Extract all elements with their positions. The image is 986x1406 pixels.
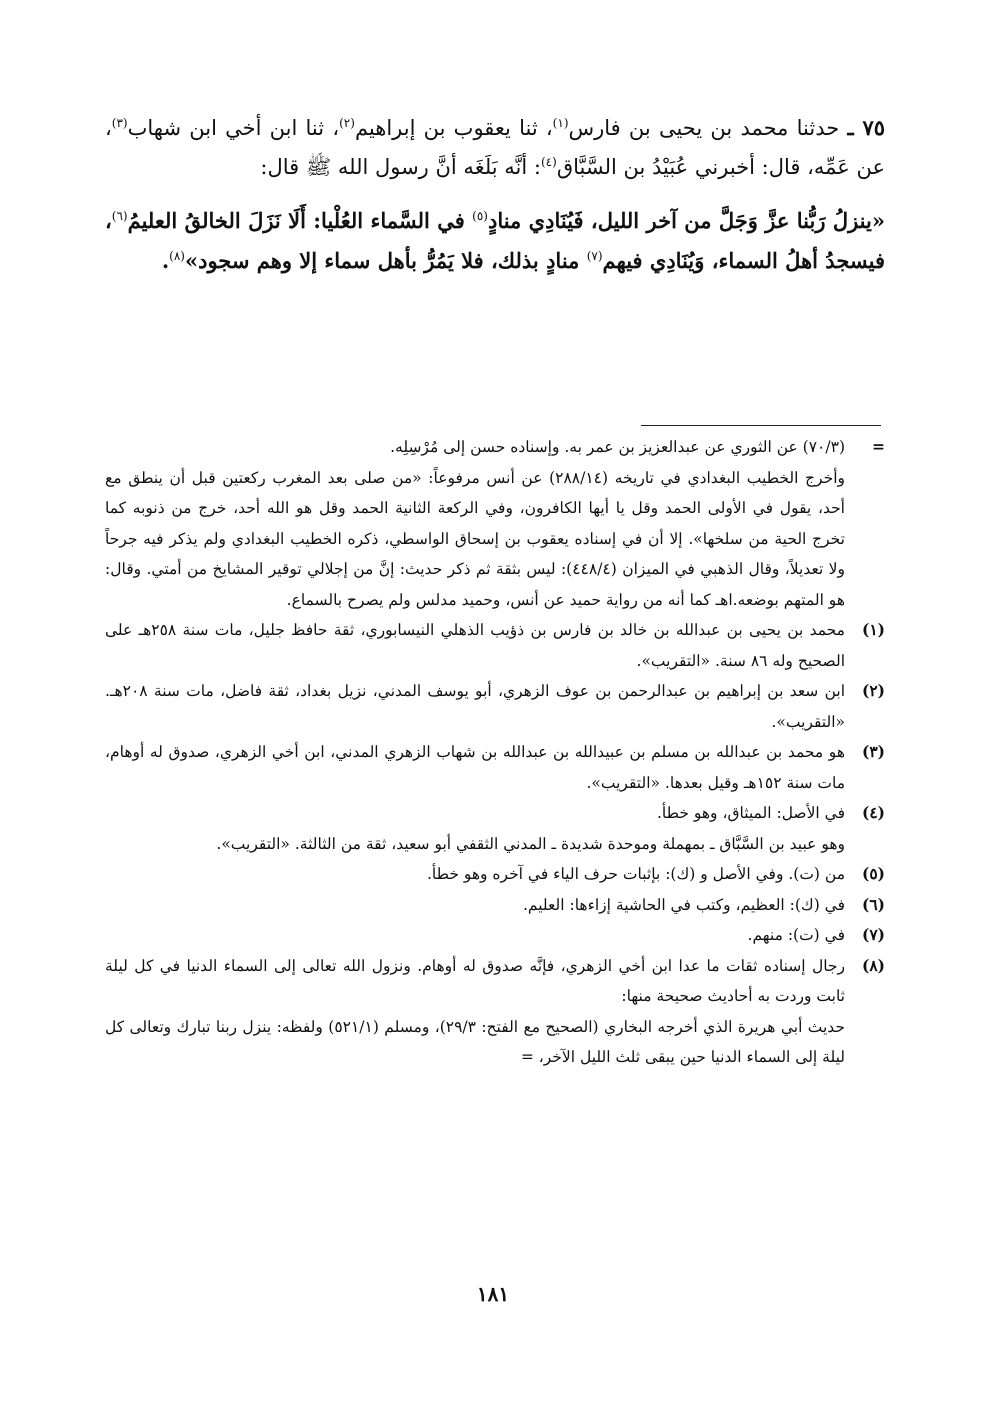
- footnote-item: [105, 798, 885, 859]
- footnote-line: في (ك): العظيم، وكتب في الحاشية إزاءها: العليم.: [522, 895, 845, 914]
- text-run: : أنَّه بَلَغَه أنَّ رسول الله ﷺ قال:: [260, 155, 541, 179]
- page-number: ١٨١: [476, 1282, 510, 1306]
- isnad-text: [105, 116, 885, 179]
- text-run: ، فيسجدُ أهلُ السماء، وَيُنَادِي فيهم: [105, 208, 885, 273]
- text-run: حدثنا محمد بن يحيى بن فارس: [568, 116, 840, 140]
- text-run: ، عن عَمِّه، قال: أخبرني عُبَيْدُ بن السَّبَّاق: [105, 116, 885, 179]
- footnote-ref: (٧): [586, 249, 603, 263]
- footnote-line: حديث أبي هريرة الذي أخرجه البخاري (الصحيح مع الفتح: ٢٩/٣)، ومسلم (٥٢١/١) ولفظه: ينزل ربنا تبارك وتعالى كل ليلة إلى السماء الدنيا حين يبقى ثلث الليل الآخر، =: [105, 1017, 845, 1066]
- footnote-line: (٧٠/٣) عن الثوري عن عبدالعزيز بن عمر به. وإسناده حسن إلى مُرْسِلِه.: [390, 438, 845, 456]
- footnote-ref: (٦): [111, 209, 128, 223]
- footnote-body: [105, 676, 845, 737]
- footnote-ref: (١): [552, 116, 569, 130]
- hadith-isnad: [105, 108, 885, 187]
- footnote-line: هو محمد بن عبدالله بن مسلم بن عبيدالله بن عبدالله بن شهاب الزهري المدني، ابن أخي الزهري، صدوق له أوهام، مات سنة ١٥٢هـ وقيل بعدها. «التقريب».: [105, 743, 845, 792]
- footnote-ref: (٢): [339, 116, 355, 130]
- footnote-body: [105, 890, 845, 921]
- footnote-line: ابن سعد بن إبراهيم بن عبدالرحمن بن عوف الزهري، أبو يوسف المدني، نزيل بغداد، ثقة فاضل، مات سنة ٢٠٨هـ. «التقريب».: [105, 682, 845, 731]
- text-run: ، ثنا يعقوب بن إبراهيم: [354, 116, 553, 140]
- footnote-line: في (ت): منهم.: [747, 926, 845, 944]
- footnote-body: [105, 798, 845, 859]
- footnote-line: من (ت). وفي الأصل و (ك): بإثبات حرف الياء في آخره وهو خطأ.: [426, 865, 845, 883]
- matn-text: [105, 208, 885, 273]
- hadith-matn: [105, 201, 885, 281]
- footnote-item: [105, 951, 885, 1073]
- main-text: [105, 108, 885, 281]
- footnote-item: [105, 737, 885, 798]
- footnote-number: (٨): [861, 955, 885, 975]
- footnote-divider: [641, 425, 881, 426]
- footnote-line: وأخرج الخطيب البغدادي في تاريخه (٢٨٨/١٤) عن أنس مرفوعاً: «من صلى بعد المغرب ركعتين قبل أن ينطق مع أحد، يقول في الأولى الحمد وقل يا أيها الكافرون، وفي الركعة الثانية الحمد وقل هو الله أحد، خرج من ذنوبه كما تخرج الحية من سلخها». إلا أن في إسناده يعقوب بن إسحاق الواسطي، ذكره الخطيب البغدادي ولم يذكر فيه جرحاً ولا تعديلاً، وقال الذهبي في الميزان (٤٤٨/٤): ليس بثقة ثم ذكر حديث: إنَّ من إجلالي توقير المشايخ من أمتي. وقال: هو المتهم بوضعه.اهـ كما أنه من رواية حميد عن أنس، وحميد مدلس ولم يصرح بالسماع.: [105, 468, 845, 609]
- footnote-ref: (٥): [472, 209, 488, 223]
- footnote-number: (٤): [861, 803, 885, 822]
- footnote-number: (٢): [861, 681, 885, 700]
- footnote-body: [105, 737, 845, 798]
- footnote-body: [105, 615, 845, 676]
- footnote-item: [105, 676, 885, 737]
- footnote-continuation: [105, 432, 885, 615]
- footnote-line: رجال إسناده ثقات ما عدا ابن أخي الزهري، فإنَّه صدوق له أوهام. ونزول الله تعالى إلى السماء الدنيا في كل ليلة ثابت وردت به أحاديث صحيحة منها:: [105, 956, 845, 1005]
- footnote-number: (٦): [861, 894, 885, 914]
- footnote-body: [105, 859, 845, 890]
- footnote-ref: (٨): [169, 249, 185, 263]
- footnote-list: [105, 615, 885, 1073]
- hadith-number: ٧٥ ـ: [847, 115, 885, 140]
- footnote-body: [105, 432, 845, 615]
- footnote-number: (٧): [861, 925, 885, 944]
- text-run: منادٍ بذلك، فلا يَمُرُّ بأهل سماء إلا وهم سجود»: [184, 248, 587, 273]
- footnote-item: [105, 890, 885, 921]
- footnote-body: [105, 951, 845, 1073]
- text-run: «ينزلُ رَبُّنا عزَّ وَجَلَّ من آخر الليل، فَيُنَادِي منادٍ: [487, 208, 885, 233]
- text-run: .: [161, 248, 170, 273]
- text-run: ، ثنا ابن أخي ابن شهاب: [127, 116, 340, 140]
- footnote-ref: (٣): [111, 116, 128, 130]
- footnote-item: [105, 615, 885, 676]
- text-run: في السَّماء العُلْيا: أَلَا نَزَلَ الخالقُ العليمُ: [127, 208, 473, 233]
- footnote-body: [105, 920, 845, 951]
- footnote-item: [105, 920, 885, 951]
- footnote-number: (٣): [861, 742, 885, 761]
- footnote-line: وهو عبيد بن السَّبَّاق ـ بمهملة وموحدة شديدة ـ المدني الثقفي أبو سعيد، ثقة من الثالثة. «التقريب».: [216, 834, 845, 853]
- footnote-number: (١): [861, 620, 885, 639]
- footnote-line: محمد بن يحيى بن عبدالله بن خالد بن فارس بن ذؤيب الذهلي النيسابوري، ثقة حافظ جليل، مات سنة ٢٥٨هـ على الصحيح وله ٨٦ سنة. «التقريب».: [105, 621, 845, 670]
- continuation-mark: =: [872, 437, 885, 456]
- footnotes: [105, 432, 885, 1073]
- footnote-number: (٥): [861, 864, 885, 883]
- footnote-item: [105, 859, 885, 890]
- footnote-ref: (٤): [540, 155, 557, 169]
- footnote-line: في الأصل: الميثاق، وهو خطأ.: [656, 804, 845, 822]
